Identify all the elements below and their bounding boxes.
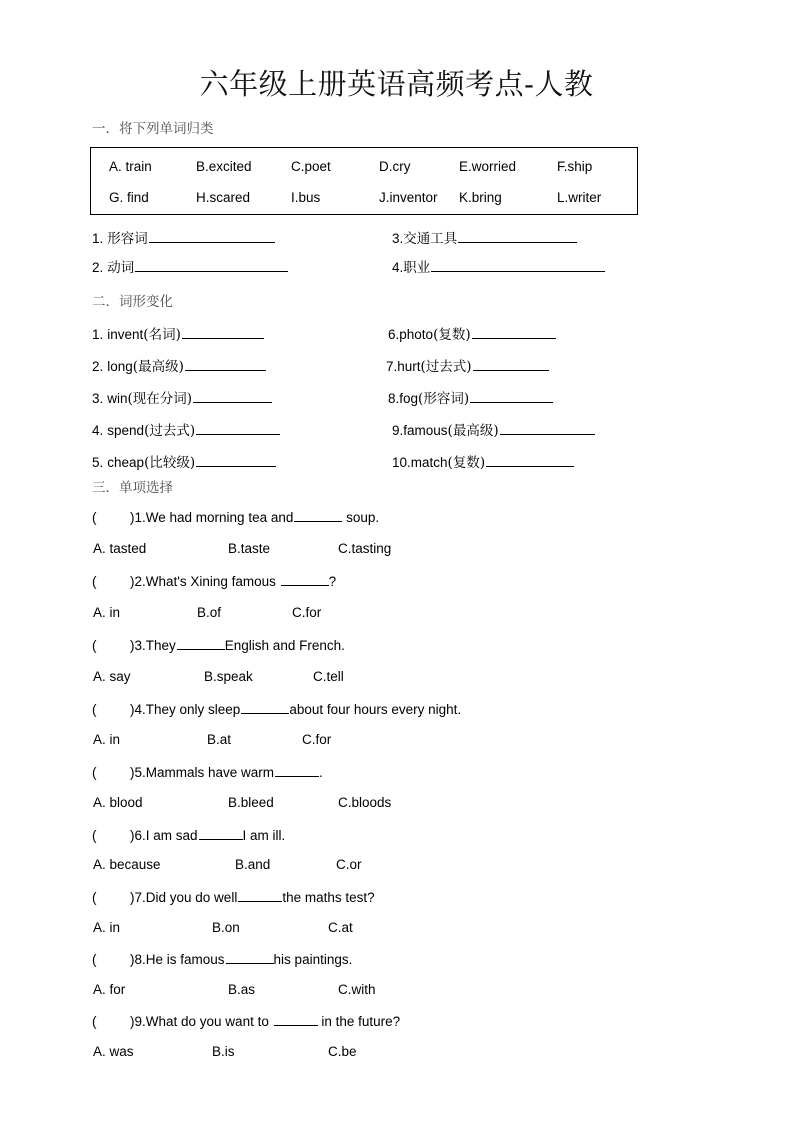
item-number: 3. <box>92 391 104 406</box>
answer-parenthesis-close: ) <box>130 828 135 843</box>
mc-option[interactable]: B.as <box>228 982 256 997</box>
answer-blank[interactable] <box>238 888 282 902</box>
mc-option[interactable]: C.or <box>336 857 362 872</box>
mc-option[interactable]: B.on <box>212 920 240 935</box>
word-form-row <box>392 453 574 472</box>
mc-question-stem <box>92 700 461 718</box>
item-form: (复数) <box>433 327 471 343</box>
word-bank-item: E.worried <box>459 159 517 174</box>
answer-blank[interactable] <box>241 700 289 714</box>
question-number: 7. <box>134 890 146 905</box>
word-form-row <box>92 325 264 344</box>
word-bank-item: L.writer <box>557 190 602 205</box>
mc-option[interactable]: A. in <box>93 605 121 620</box>
category-label: 动词 <box>107 260 135 276</box>
item-number: 10. <box>392 455 411 470</box>
word-bank-row <box>91 159 637 191</box>
item-form: (比较级) <box>144 455 196 471</box>
question-number: 8. <box>134 952 146 967</box>
question-number: 2. <box>134 574 146 589</box>
word-bank-item: K.bring <box>459 190 502 205</box>
item-form: (现在分词) <box>127 391 193 407</box>
answer-blank[interactable] <box>135 258 288 272</box>
answer-blank[interactable] <box>275 763 319 777</box>
mc-question-stem <box>92 950 352 968</box>
mc-option[interactable]: A. say <box>93 669 131 684</box>
mc-question-stem <box>92 826 285 844</box>
stem-text-before: Mammals have warm <box>145 765 275 780</box>
answer-blank[interactable] <box>149 229 275 243</box>
answer-blank[interactable] <box>470 389 553 403</box>
item-form: (最高级) <box>132 359 184 375</box>
answer-parenthesis-open[interactable]: ( <box>92 510 97 525</box>
answer-parenthesis-open[interactable]: ( <box>92 765 97 780</box>
category-number: 3. <box>392 231 404 246</box>
item-form: (形容词) <box>418 391 470 407</box>
mc-option[interactable]: A. was <box>93 1044 134 1059</box>
category-row <box>92 229 275 248</box>
item-number: 6. <box>388 327 400 342</box>
stem-text-before: I am sad <box>145 828 198 843</box>
word-bank-item: C.poet <box>291 159 331 174</box>
stem-text-after: . <box>319 765 323 780</box>
stem-text-before: We had morning tea and <box>145 510 294 525</box>
answer-blank[interactable] <box>182 325 264 339</box>
word-bank-item: I.bus <box>291 190 321 205</box>
item-word: cheap <box>107 455 145 470</box>
word-bank-item: G. find <box>109 190 149 205</box>
answer-blank[interactable] <box>473 357 549 371</box>
word-bank-box <box>90 147 638 215</box>
word-bank-item: H.scared <box>196 190 251 205</box>
answer-parenthesis-open[interactable]: ( <box>92 952 97 967</box>
mc-option[interactable]: C.for <box>302 732 332 747</box>
stem-text-before: They only sleep <box>145 702 241 717</box>
answer-blank[interactable] <box>486 453 574 467</box>
answer-blank[interactable] <box>274 1012 318 1026</box>
stem-text-after: English and French. <box>224 638 345 653</box>
answer-parenthesis-open[interactable]: ( <box>92 828 97 843</box>
stem-text-after: the maths test? <box>282 890 375 905</box>
category-number: 4. <box>392 260 404 275</box>
answer-parenthesis-close: ) <box>130 510 135 525</box>
category-label: 形容词 <box>107 231 148 247</box>
mc-option[interactable]: C.with <box>338 982 376 997</box>
answer-blank[interactable] <box>281 572 329 586</box>
answer-parenthesis-close: ) <box>130 1014 135 1029</box>
answer-parenthesis-open[interactable]: ( <box>92 702 97 717</box>
item-word: photo <box>399 327 434 342</box>
stem-text-after: ? <box>328 574 337 589</box>
word-form-row <box>92 357 266 376</box>
stem-text-after: I am ill. <box>242 828 286 843</box>
answer-blank[interactable] <box>294 508 342 522</box>
item-form: (最高级) <box>447 423 499 439</box>
stem-text-after: about four hours every night. <box>289 702 462 717</box>
question-number: 1. <box>134 510 146 525</box>
answer-parenthesis-close: ) <box>130 952 135 967</box>
answer-blank[interactable] <box>226 950 274 964</box>
item-form: (过去式) <box>144 423 196 439</box>
word-bank-item: A. train <box>109 159 152 174</box>
item-number: 8. <box>388 391 400 406</box>
item-number: 7. <box>386 359 398 374</box>
item-word: match <box>410 455 448 470</box>
section-2-heading: 二．词形变化 <box>92 294 173 310</box>
mc-option[interactable]: C.bloods <box>338 795 392 810</box>
mc-question-stem <box>92 508 379 526</box>
answer-parenthesis-open[interactable]: ( <box>92 638 97 653</box>
mc-option[interactable]: B.at <box>207 732 232 747</box>
stem-text-after: his paintings. <box>273 952 353 967</box>
question-number: 4. <box>134 702 146 717</box>
category-row <box>92 258 288 277</box>
mc-option[interactable]: A. because <box>93 857 161 872</box>
answer-parenthesis-close: ) <box>130 574 135 589</box>
word-form-row <box>392 421 595 440</box>
section-3-heading: 三．单项选择 <box>92 480 173 496</box>
mc-option[interactable]: A. blood <box>93 795 143 810</box>
word-form-row <box>92 389 272 408</box>
answer-blank[interactable] <box>199 826 243 840</box>
question-number: 3. <box>134 638 146 653</box>
word-bank-item: F.ship <box>557 159 593 174</box>
question-number: 5. <box>134 765 146 780</box>
mc-option[interactable]: C.tell <box>313 669 344 684</box>
item-word: hurt <box>397 359 421 374</box>
item-word: fog <box>399 391 419 406</box>
mc-option[interactable]: A. in <box>93 920 121 935</box>
section-1-heading: 一．将下列单词归类 <box>92 121 214 137</box>
answer-blank[interactable] <box>196 421 280 435</box>
page-title: 六年级上册英语高频考点-人教 <box>199 67 594 101</box>
item-word: win <box>107 391 128 406</box>
answer-parenthesis-close: ) <box>130 702 135 717</box>
stem-text-before: They <box>145 638 176 653</box>
answer-parenthesis-close: ) <box>130 765 135 780</box>
item-form: (过去式) <box>420 359 472 375</box>
answer-blank[interactable] <box>193 389 272 403</box>
mc-option[interactable]: B.taste <box>228 541 271 556</box>
word-form-row <box>92 453 276 472</box>
word-form-row <box>388 325 556 344</box>
mc-option[interactable]: B.bleed <box>228 795 274 810</box>
mc-option[interactable]: A. tasted <box>93 541 147 556</box>
stem-text-before: What do you want to <box>145 1014 273 1029</box>
mc-question-stem <box>92 888 375 906</box>
stem-text-before: What's Xining famous <box>145 574 280 589</box>
mc-option[interactable]: C.for <box>292 605 322 620</box>
category-row <box>392 229 577 248</box>
category-number: 2. <box>92 260 104 275</box>
item-word: invent <box>107 327 144 342</box>
answer-parenthesis-close: ) <box>130 890 135 905</box>
stem-text-after: in the future? <box>317 1014 401 1029</box>
item-number: 1. <box>92 327 104 342</box>
item-number: 4. <box>92 423 104 438</box>
word-bank-item: B.excited <box>196 159 252 174</box>
word-bank-row <box>91 190 637 222</box>
category-label: 交通工具 <box>403 231 458 247</box>
mc-option[interactable]: B.of <box>197 605 222 620</box>
item-form: (复数) <box>447 455 486 471</box>
mc-option[interactable]: B.speak <box>204 669 253 684</box>
word-bank-item: J.inventor <box>379 190 438 205</box>
answer-blank[interactable] <box>185 357 266 371</box>
answer-parenthesis-open[interactable]: ( <box>92 1014 97 1029</box>
mc-question-stem <box>92 763 323 781</box>
mc-option[interactable]: B.is <box>212 1044 235 1059</box>
mc-question-stem <box>92 636 345 654</box>
answer-blank[interactable] <box>500 421 595 435</box>
answer-blank[interactable] <box>196 453 276 467</box>
stem-text-after: soup. <box>342 510 380 525</box>
answer-blank[interactable] <box>431 258 605 272</box>
mc-option[interactable]: C.tasting <box>338 541 392 556</box>
word-form-row <box>388 389 553 408</box>
item-word: long <box>107 359 133 374</box>
question-number: 6. <box>134 828 146 843</box>
answer-parenthesis-close: ) <box>130 638 135 653</box>
mc-option[interactable]: A. in <box>93 732 121 747</box>
word-form-row <box>92 421 280 440</box>
category-row <box>392 258 605 277</box>
answer-parenthesis-open[interactable]: ( <box>92 890 97 905</box>
answer-blank[interactable] <box>472 325 556 339</box>
item-word: spend <box>107 423 145 438</box>
stem-text-before: He is famous <box>145 952 225 967</box>
mc-option[interactable]: C.be <box>328 1044 357 1059</box>
answer-blank[interactable] <box>458 229 577 243</box>
item-number: 9. <box>392 423 404 438</box>
word-form-row <box>386 357 549 376</box>
question-number: 9. <box>134 1014 146 1029</box>
category-number: 1. <box>92 231 104 246</box>
mc-option[interactable]: A. for <box>93 982 126 997</box>
item-word: famous <box>403 423 448 438</box>
category-label: 职业 <box>403 260 431 276</box>
item-number: 2. <box>92 359 104 374</box>
word-bank-item: D.cry <box>379 159 411 174</box>
mc-question-stem <box>92 1012 400 1030</box>
item-form: (名词) <box>143 327 181 343</box>
stem-text-before: Did you do well <box>145 890 238 905</box>
item-number: 5. <box>92 455 104 470</box>
answer-parenthesis-open[interactable]: ( <box>92 574 97 589</box>
mc-option[interactable]: B.and <box>235 857 271 872</box>
mc-option[interactable]: C.at <box>328 920 353 935</box>
answer-blank[interactable] <box>177 636 225 650</box>
mc-question-stem <box>92 572 336 590</box>
